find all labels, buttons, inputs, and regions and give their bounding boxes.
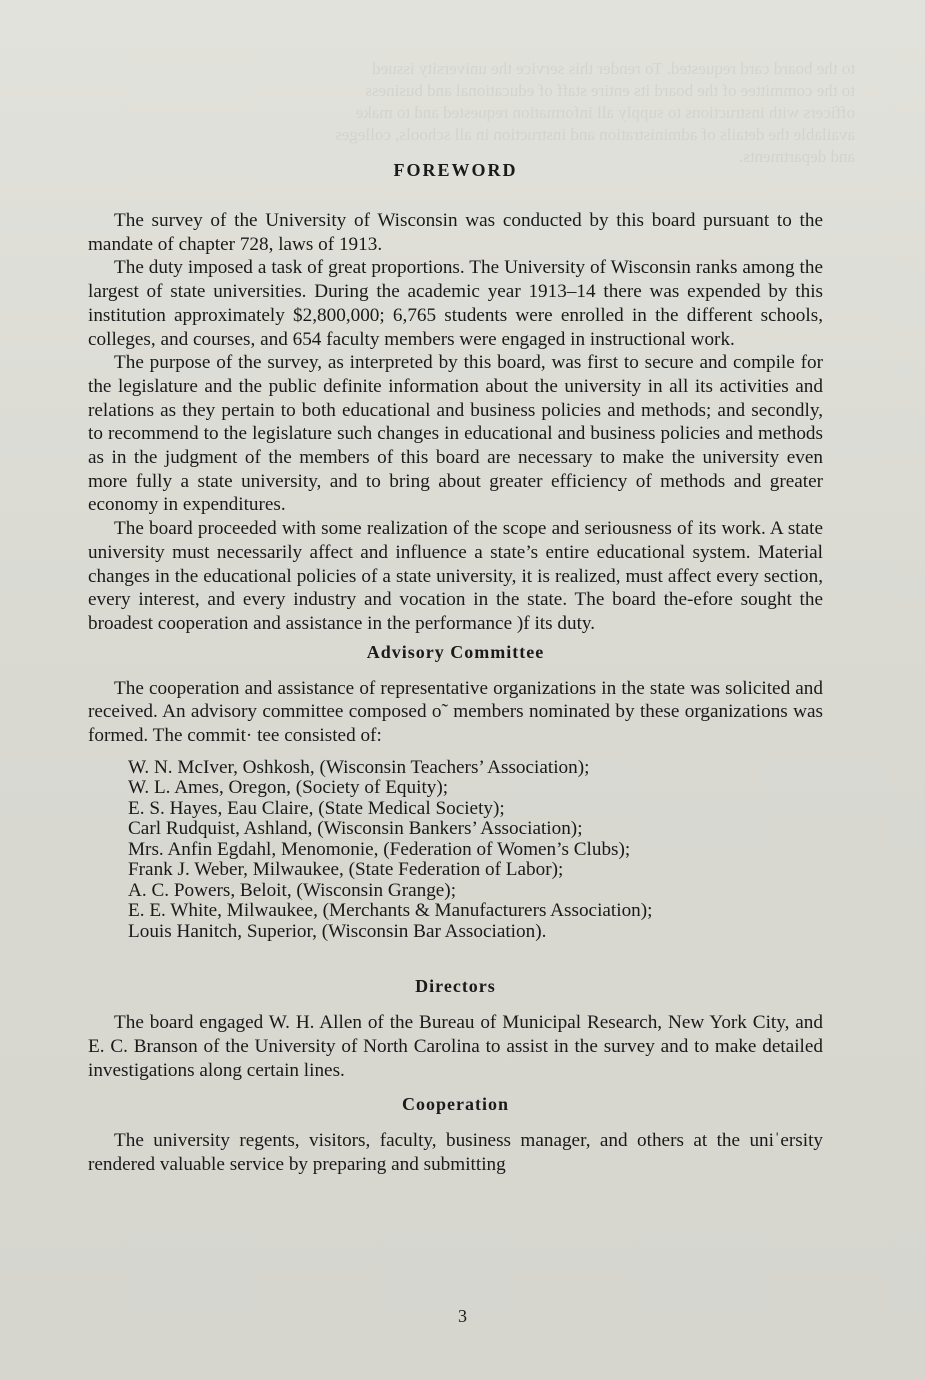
directors-paragraph: The board engaged W. H. Allen of the Bureau of Municipal Research, New York City, and E. C. Branson of the University of North Carolina to assist in the survey and to make detailed investigations along certain lines. (88, 1012, 823, 1081)
committee-member: Louis Hanitch, Superior, (Wisconsin Bar Association). (128, 920, 547, 942)
committee-member: Frank J. Weber, Milwaukee, (State Federation of Labor); (128, 859, 564, 881)
page-title: FOREWORD (393, 160, 518, 180)
committee-member: W. N. McIver, Oshkosh, (Wisconsin Teachers’ Association); (128, 756, 590, 778)
directors-heading: Directors (415, 976, 496, 997)
foreword-paragraph-3: The purpose of the survey, as interpreted by this board, was first to secure and compile for the legislature and the public definite information about the university in all its activities and relations as they pertain to both educational and business policies and methods; and secondly, to recommend to the legislature such changes in educational and business policies and methods as in the judgment of the members of this board are necessary to make the university even more fully a state university, and to bring about greater efficiency of methods and greater economy in expenditures. (88, 352, 823, 516)
committee-member: Carl Rudquist, Ashland, (Wisconsin Bankers’ Association); (128, 818, 583, 840)
cooperation-heading: Cooperation (402, 1094, 509, 1115)
committee-member: E. S. Hayes, Eau Claire, (State Medical Society); (128, 797, 505, 819)
foreword-paragraph-4: The board proceeded with some realization of the scope and seriousness of its work. A state university must necessarily affect and influence a state’s entire educational system. Material changes in the educational policies of a state university, it is realized, must affect every section, every interest, and every industry and vocation in the state. The board the-efore sought the broadest cooperation and assistance in the performance )f its duty. (88, 518, 823, 634)
page-content (88, 160, 823, 1177)
page-number: 3 (458, 1306, 467, 1326)
committee-member-list (128, 758, 823, 943)
advisory-committee-paragraph: The cooperation and assistance of representative organizations in the state was solicited and received. An advisory committee composed o˜ members nominated by these organizations was formed. The commit· tee consisted of: (88, 677, 823, 747)
advisory-committee-heading: Advisory Committee (366, 641, 545, 662)
committee-member: Mrs. Anfin Egdahl, Menomonie, (Federation of Women’s Clubs); (128, 838, 631, 860)
committee-member: W. L. Ames, Oregon, (Society of Equity); (128, 777, 449, 799)
bleed-through-text: to the board card requested. To render this service the university issued to the committee of the board its entire staff of educational and business officers with instructions to supply all information requested and to make available the details of administration and instruction in all schools, colleges and departments. (335, 59, 855, 166)
foreword-paragraph-2: The duty imposed a task of great proportions. The University of Wisconsin ranks among the largest of state universities. During the academic year 1913–14 there was expended by this institution approximately $2,800,000; 6,765 students were enrolled in the different schools, colleges, and courses, and 654 faculty members were engaged in instructional work. (88, 257, 823, 350)
foreword-paragraph-1: The survey of the University of Wisconsin was conducted by this board pursuant to the mandate of chapter 728, laws of 1913. (88, 210, 823, 255)
committee-member: A. C. Powers, Beloit, (Wisconsin Grange); (128, 879, 457, 901)
committee-member: E. E. White, Milwaukee, (Merchants & Manufacturers Association); (128, 900, 653, 922)
cooperation-paragraph: The university regents, visitors, faculty, business manager, and others at the uniˈersity rendered valuable service by preparing and submitting (88, 1130, 823, 1176)
